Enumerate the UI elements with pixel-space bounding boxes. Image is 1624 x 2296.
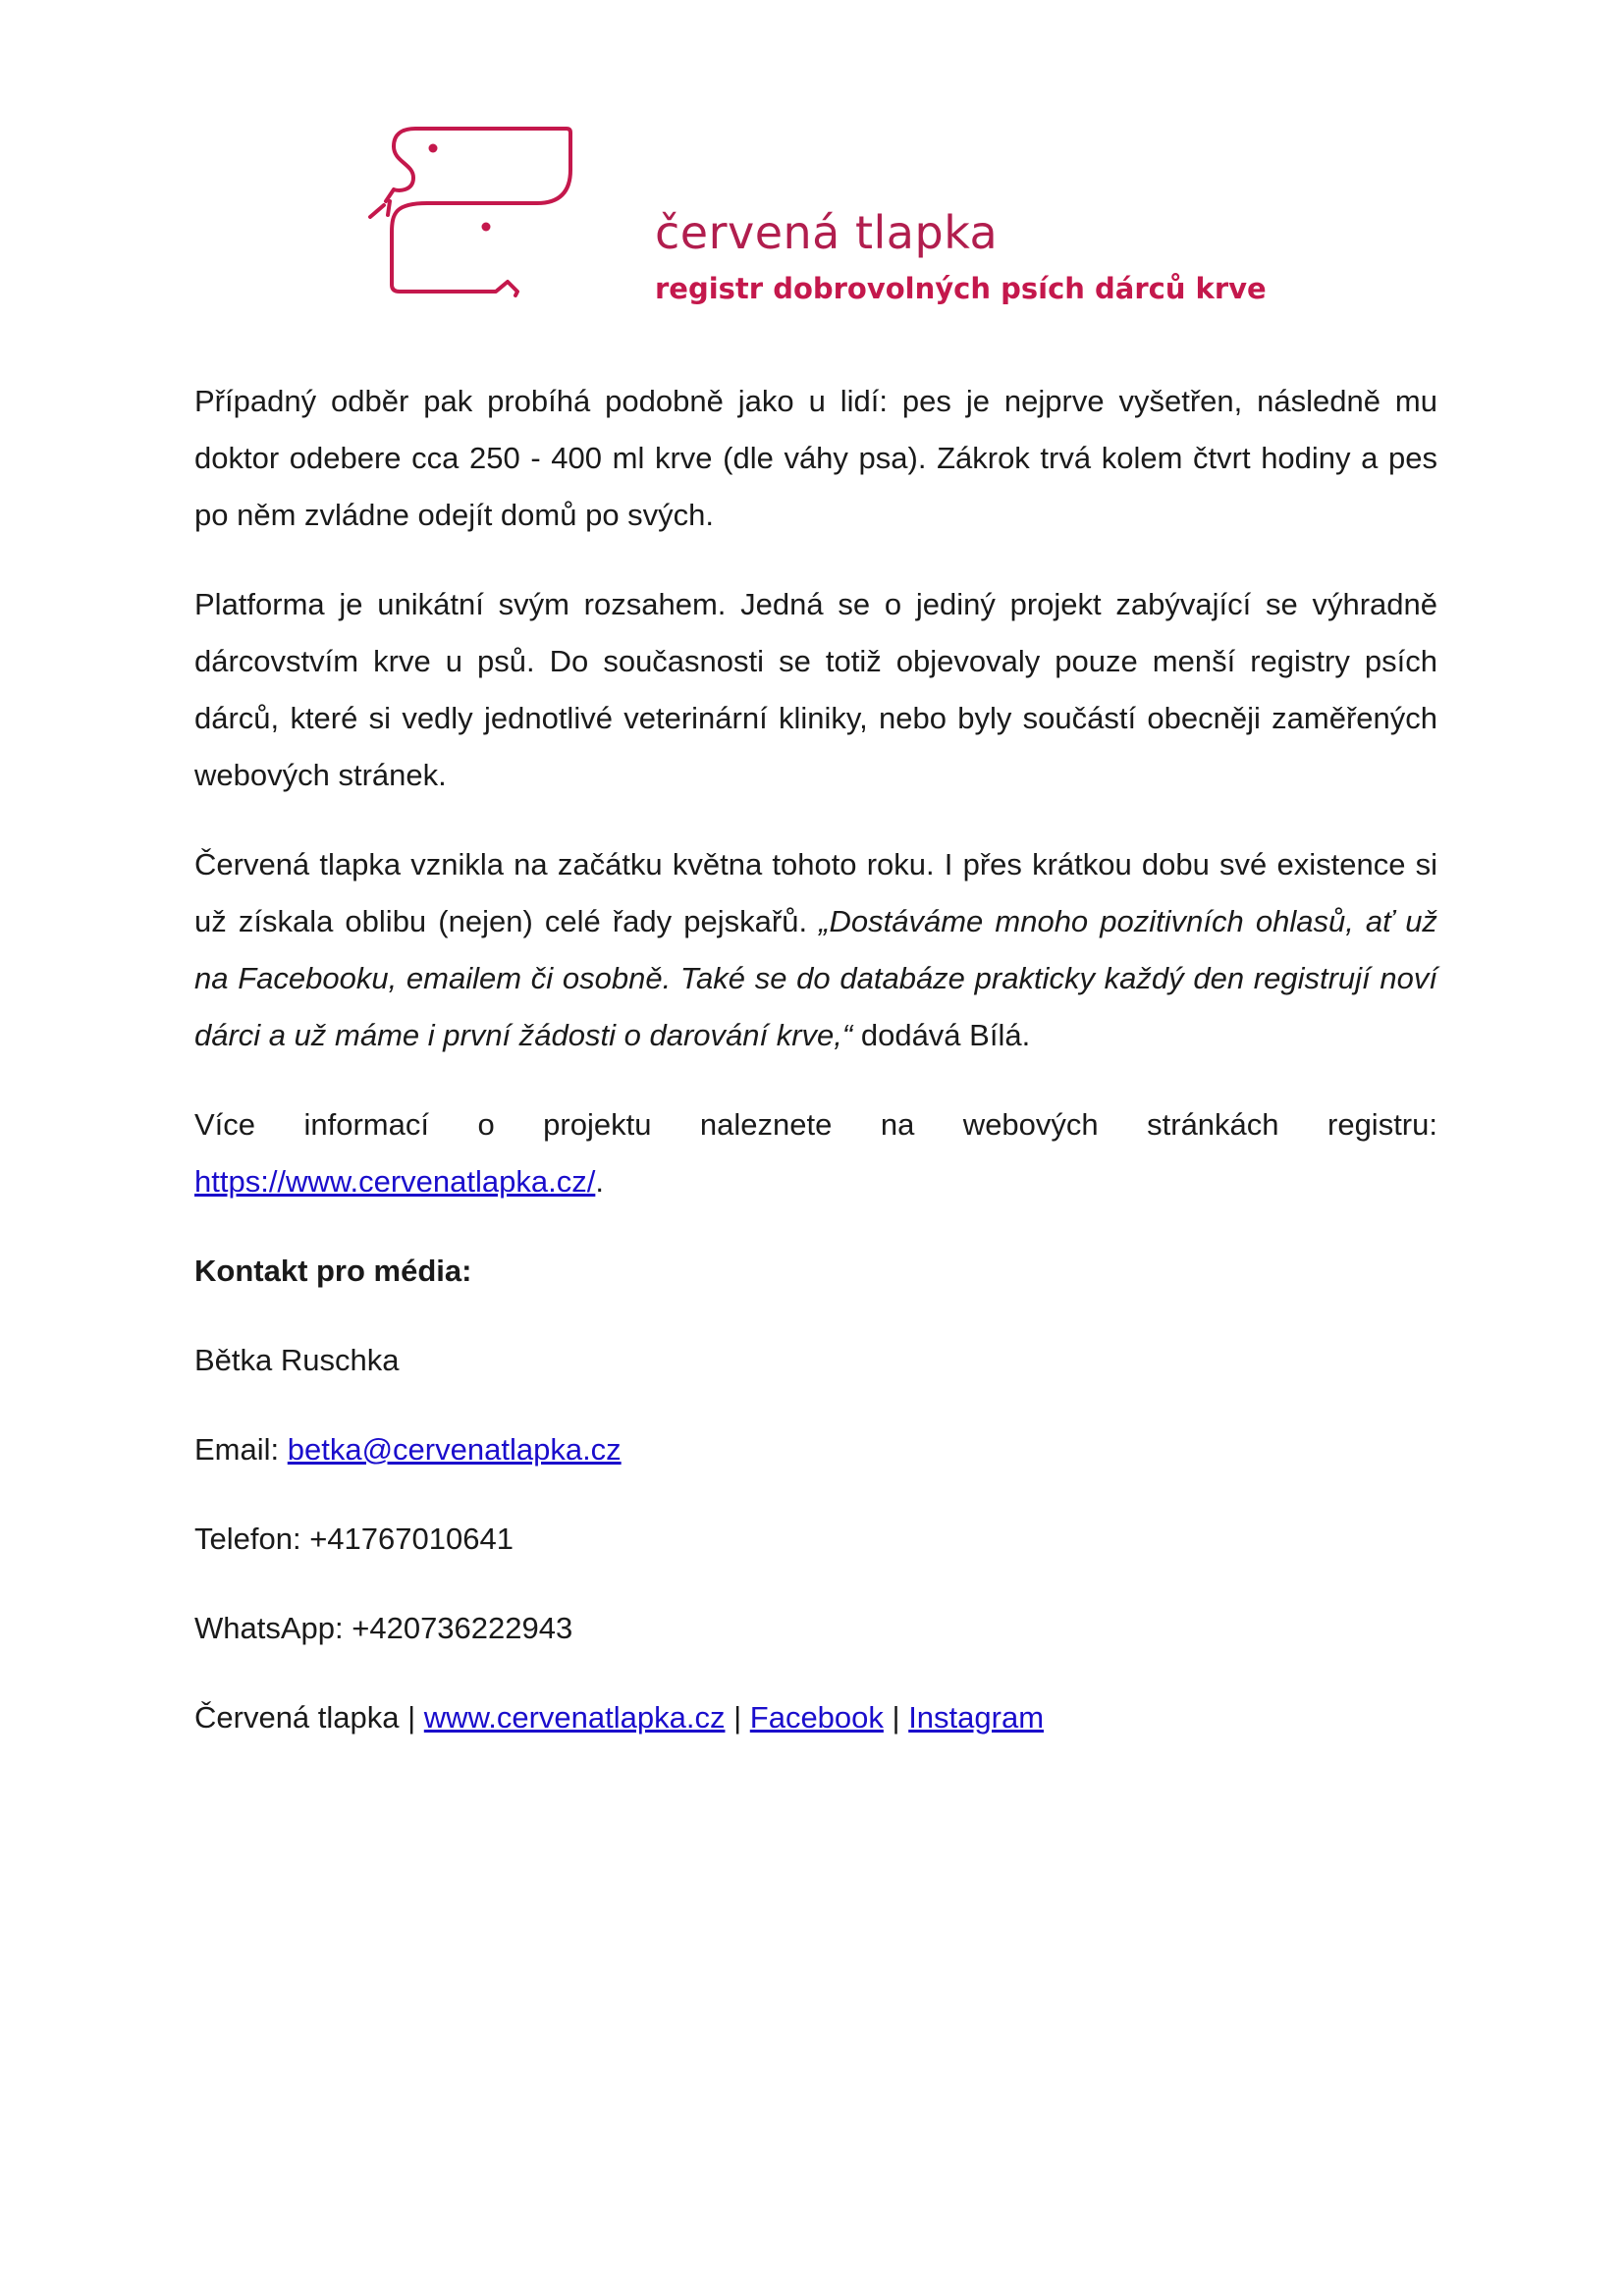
contact-whatsapp: WhatsApp: +420736222943 <box>194 1611 573 1645</box>
contact-name: Bětka Ruschka <box>194 1343 400 1377</box>
quote: „Dostáváme mnoho pozitivních ohlasů, ať už na Facebooku, emailem či osobně. Také se do databáze prakticky každý den registrují noví dárci a už máme i první žádosti o darování krve,“ <box>194 904 1437 1052</box>
email-link[interactable]: betka@cervenatlapka.cz <box>287 1432 622 1467</box>
paragraph-platform: Platforma je unikátní svým rozsahem. Jedná se o jediný projekt zabývající se výhradně dárcovstvím krve u psů. Do současnosti se totiž objevovaly pouze menší registry psích dárců, které si vedly jednotlivé veterinární kliniky, nebo byly součástí obecněji zaměřených webových stránek. <box>194 587 1437 792</box>
org-name: Červená tlapka | <box>194 1700 424 1735</box>
history-intro: Červená tlapka vznikla na začátku května tohoto roku. I přes krátkou dobu své existence si už získala oblibu (nejen) celé řady pejskařů. <box>194 847 1437 938</box>
logo <box>368 123 1281 319</box>
website-link[interactable]: www.cervenatlapka.cz <box>423 1700 726 1735</box>
instagram-link[interactable]: Instagram <box>908 1700 1045 1735</box>
contact-email-line <box>194 1421 1437 1478</box>
brand-name: červená tlapka <box>655 206 999 259</box>
contact-phone: Telefon: +41767010641 <box>194 1522 514 1556</box>
more-info-text: Více informací o projektu naleznete na webových stránkách registru: <box>194 1107 1437 1142</box>
link-separator: | <box>883 1700 909 1735</box>
document-body <box>194 373 1437 1779</box>
brand-tagline: registr dobrovolných psích dárců krve <box>655 272 1267 305</box>
contact-links-line <box>194 1689 1437 1746</box>
facebook-link[interactable]: Facebook <box>749 1700 884 1735</box>
link-separator: | <box>725 1700 750 1735</box>
paw-snake-logo-icon <box>368 123 594 319</box>
email-label: Email: <box>194 1432 288 1467</box>
more-info-end: . <box>595 1164 604 1199</box>
history-outro: dodává Bílá. <box>852 1018 1031 1052</box>
paragraph-donation-process: Případný odběr pak probíhá podobně jako u lidí: pes je nejprve vyšetřen, následně mu doktor odebere cca 250 - 400 ml krve (dle váhy psa). Zákrok trvá kolem čtvrt hodiny a pes po něm zvládne odejít domů po svých. <box>194 384 1437 532</box>
contact-heading: Kontakt pro média: <box>194 1254 472 1288</box>
registry-website-link[interactable]: https://www.cervenatlapka.cz/ <box>194 1164 596 1199</box>
paragraph-history <box>194 836 1437 1064</box>
paragraph-more-info <box>194 1096 1437 1210</box>
